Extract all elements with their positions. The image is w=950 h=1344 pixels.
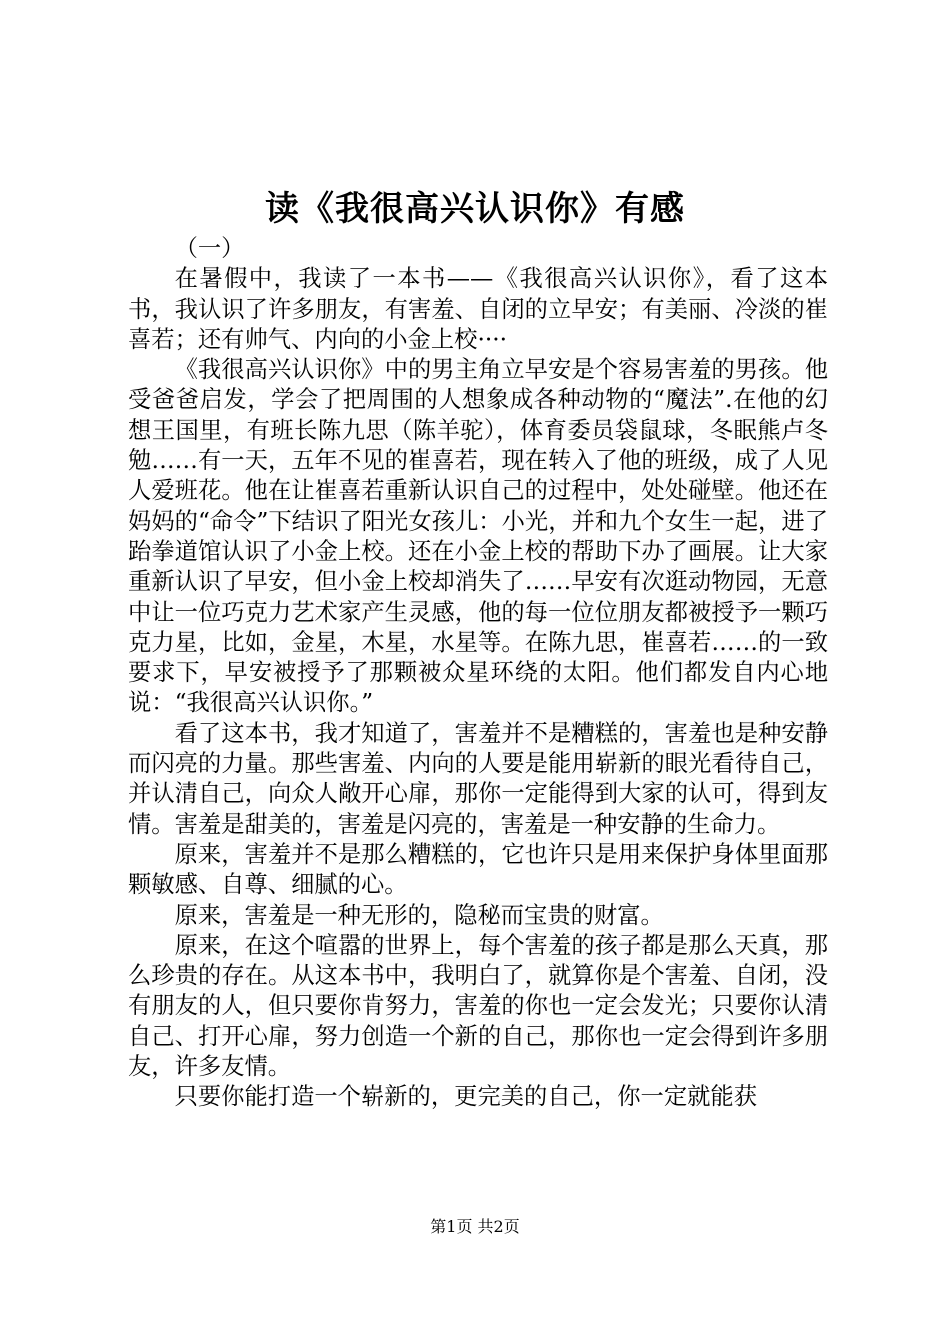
paragraph-1: 在暑假中，我读了一本书——《我很高兴认识你》，看了这本书，我认识了许多朋友，有害羞、自闭的立早安；有美丽、冷淡的崔喜若；还有帅气、内向的小金上校····: [128, 265, 828, 353]
paragraph-5: 原来，害羞是一种无形的，隐秘而宝贵的财富。: [174, 901, 664, 929]
paragraph-4: 原来，害羞并不是那么糟糕的，它也许只是用来保护身体里面那颗敏感、自尊、细腻的心。: [128, 840, 828, 899]
paragraph-3: 看了这本书，我才知道了，害羞并不是糟糕的，害羞也是种安静而闪亮的力量。那些害羞、内向的人要是能用崭新的眼光看待自己，并认清自己，向众人敞开心扉，那你一定能得到大家的认可，得到友情。害羞是甜美的，害羞是闪亮的，害羞是一种安静的生命力。: [128, 719, 828, 838]
paragraph-2: 《我很高兴认识你》中的男主角立早安是个容易害羞的男孩。他受爸爸启发，学会了把周围的人想象成各种动物的“魔法”.在他的幻想王国里，有班长陈九思（陈羊驼），体育委员袋鼠球，冬眠熊卢冬勉……有一天，五年不见的崔喜若，现在转入了他的班级，成了人见人爱班花。他在让崔喜若重新认识自己的过程中，处处碰壁。他还在妈妈的“命令”下结识了阳光女孩儿：小光，并和九个女生一起，进了跆拳道馆认识了小金上校。还在小金上校的帮助下办了画展。让大家重新认识了早安，但小金上校却消失了……早安有次逛动物园，无意中让一位巧克力艺术家产生灵感，他的每一位位朋友都被授予一颗巧克力星，比如，金星，木星，水星等。在陈九思，崔喜若……的一致要求下，早安被授予了那颗被众星环绕的太阳。他们都发自内心地说：“我很高兴认识你。”: [128, 356, 828, 717]
paragraph-7: 只要你能打造一个崭新的，更完美的自己，你一定就能获: [174, 1083, 758, 1111]
paragraph-6: 原来，在这个喧嚣的世界上，每个害羞的孩子都是那么天真，那么珍贵的存在。从这本书中，我明白了，就算你是个害羞、自闭，没有朋友的人，但只要你肯努力，害羞的你也一定会发光；只要你认清自己、打开心扉，努力创造一个新的自己，那你也一定会得到许多朋友，许多友情。: [128, 931, 828, 1081]
document-title: 读《我很高兴认识你》有感: [265, 189, 685, 229]
page-footer: 第1页 共2页: [430, 1217, 520, 1236]
section-label: （一）: [174, 235, 245, 262]
document-body: [128, 234, 828, 1113]
